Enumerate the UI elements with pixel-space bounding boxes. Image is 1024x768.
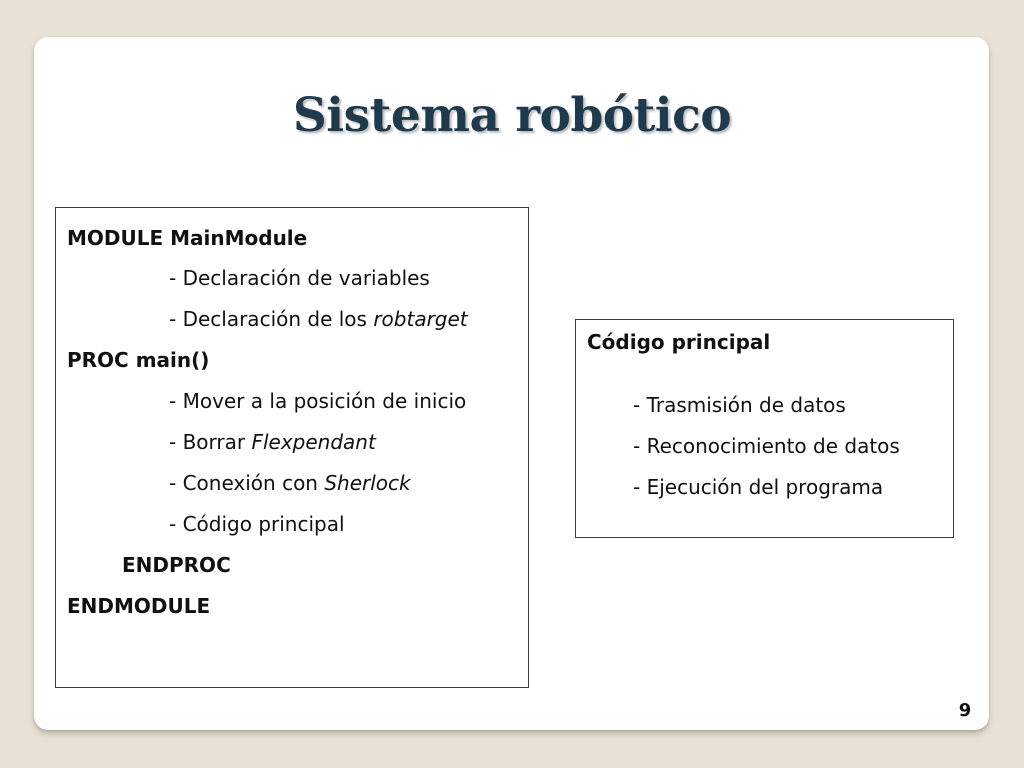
endproc-line: ENDPROC (122, 553, 231, 577)
erase-prefix: - Borrar (169, 430, 252, 454)
page-number: 9 (958, 700, 972, 721)
main-code-line: - Código principal (169, 512, 345, 536)
endmodule-line: ENDMODULE (67, 594, 211, 618)
module-header: MODULE MainModule (67, 226, 308, 250)
robtarget-term: robtarget (373, 307, 468, 331)
slide-title: Sistema robótico (292, 88, 732, 143)
connect-sherlock-line (169, 473, 411, 493)
declare-robtarget-prefix: - Declaración de los (169, 307, 374, 331)
declare-robtarget-line (169, 309, 468, 329)
list-item: - Reconocimiento de datos (633, 434, 900, 458)
declare-variables-line: - Declaración de variables (169, 266, 430, 290)
sherlock-term: Sherlock (324, 471, 411, 495)
list-item: - Trasmisión de datos (633, 393, 846, 417)
main-code-header: Código principal (587, 330, 771, 354)
erase-flexpendant-line (169, 432, 376, 452)
connect-prefix: - Conexión con (169, 471, 325, 495)
list-item: - Ejecución del programa (633, 475, 884, 499)
module-code-box (55, 207, 529, 688)
flexpendant-term: Flexpendant (251, 430, 376, 454)
main-code-box (575, 319, 954, 538)
move-start-line: - Mover a la posición de inicio (169, 389, 467, 413)
proc-header: PROC main() (67, 348, 210, 372)
